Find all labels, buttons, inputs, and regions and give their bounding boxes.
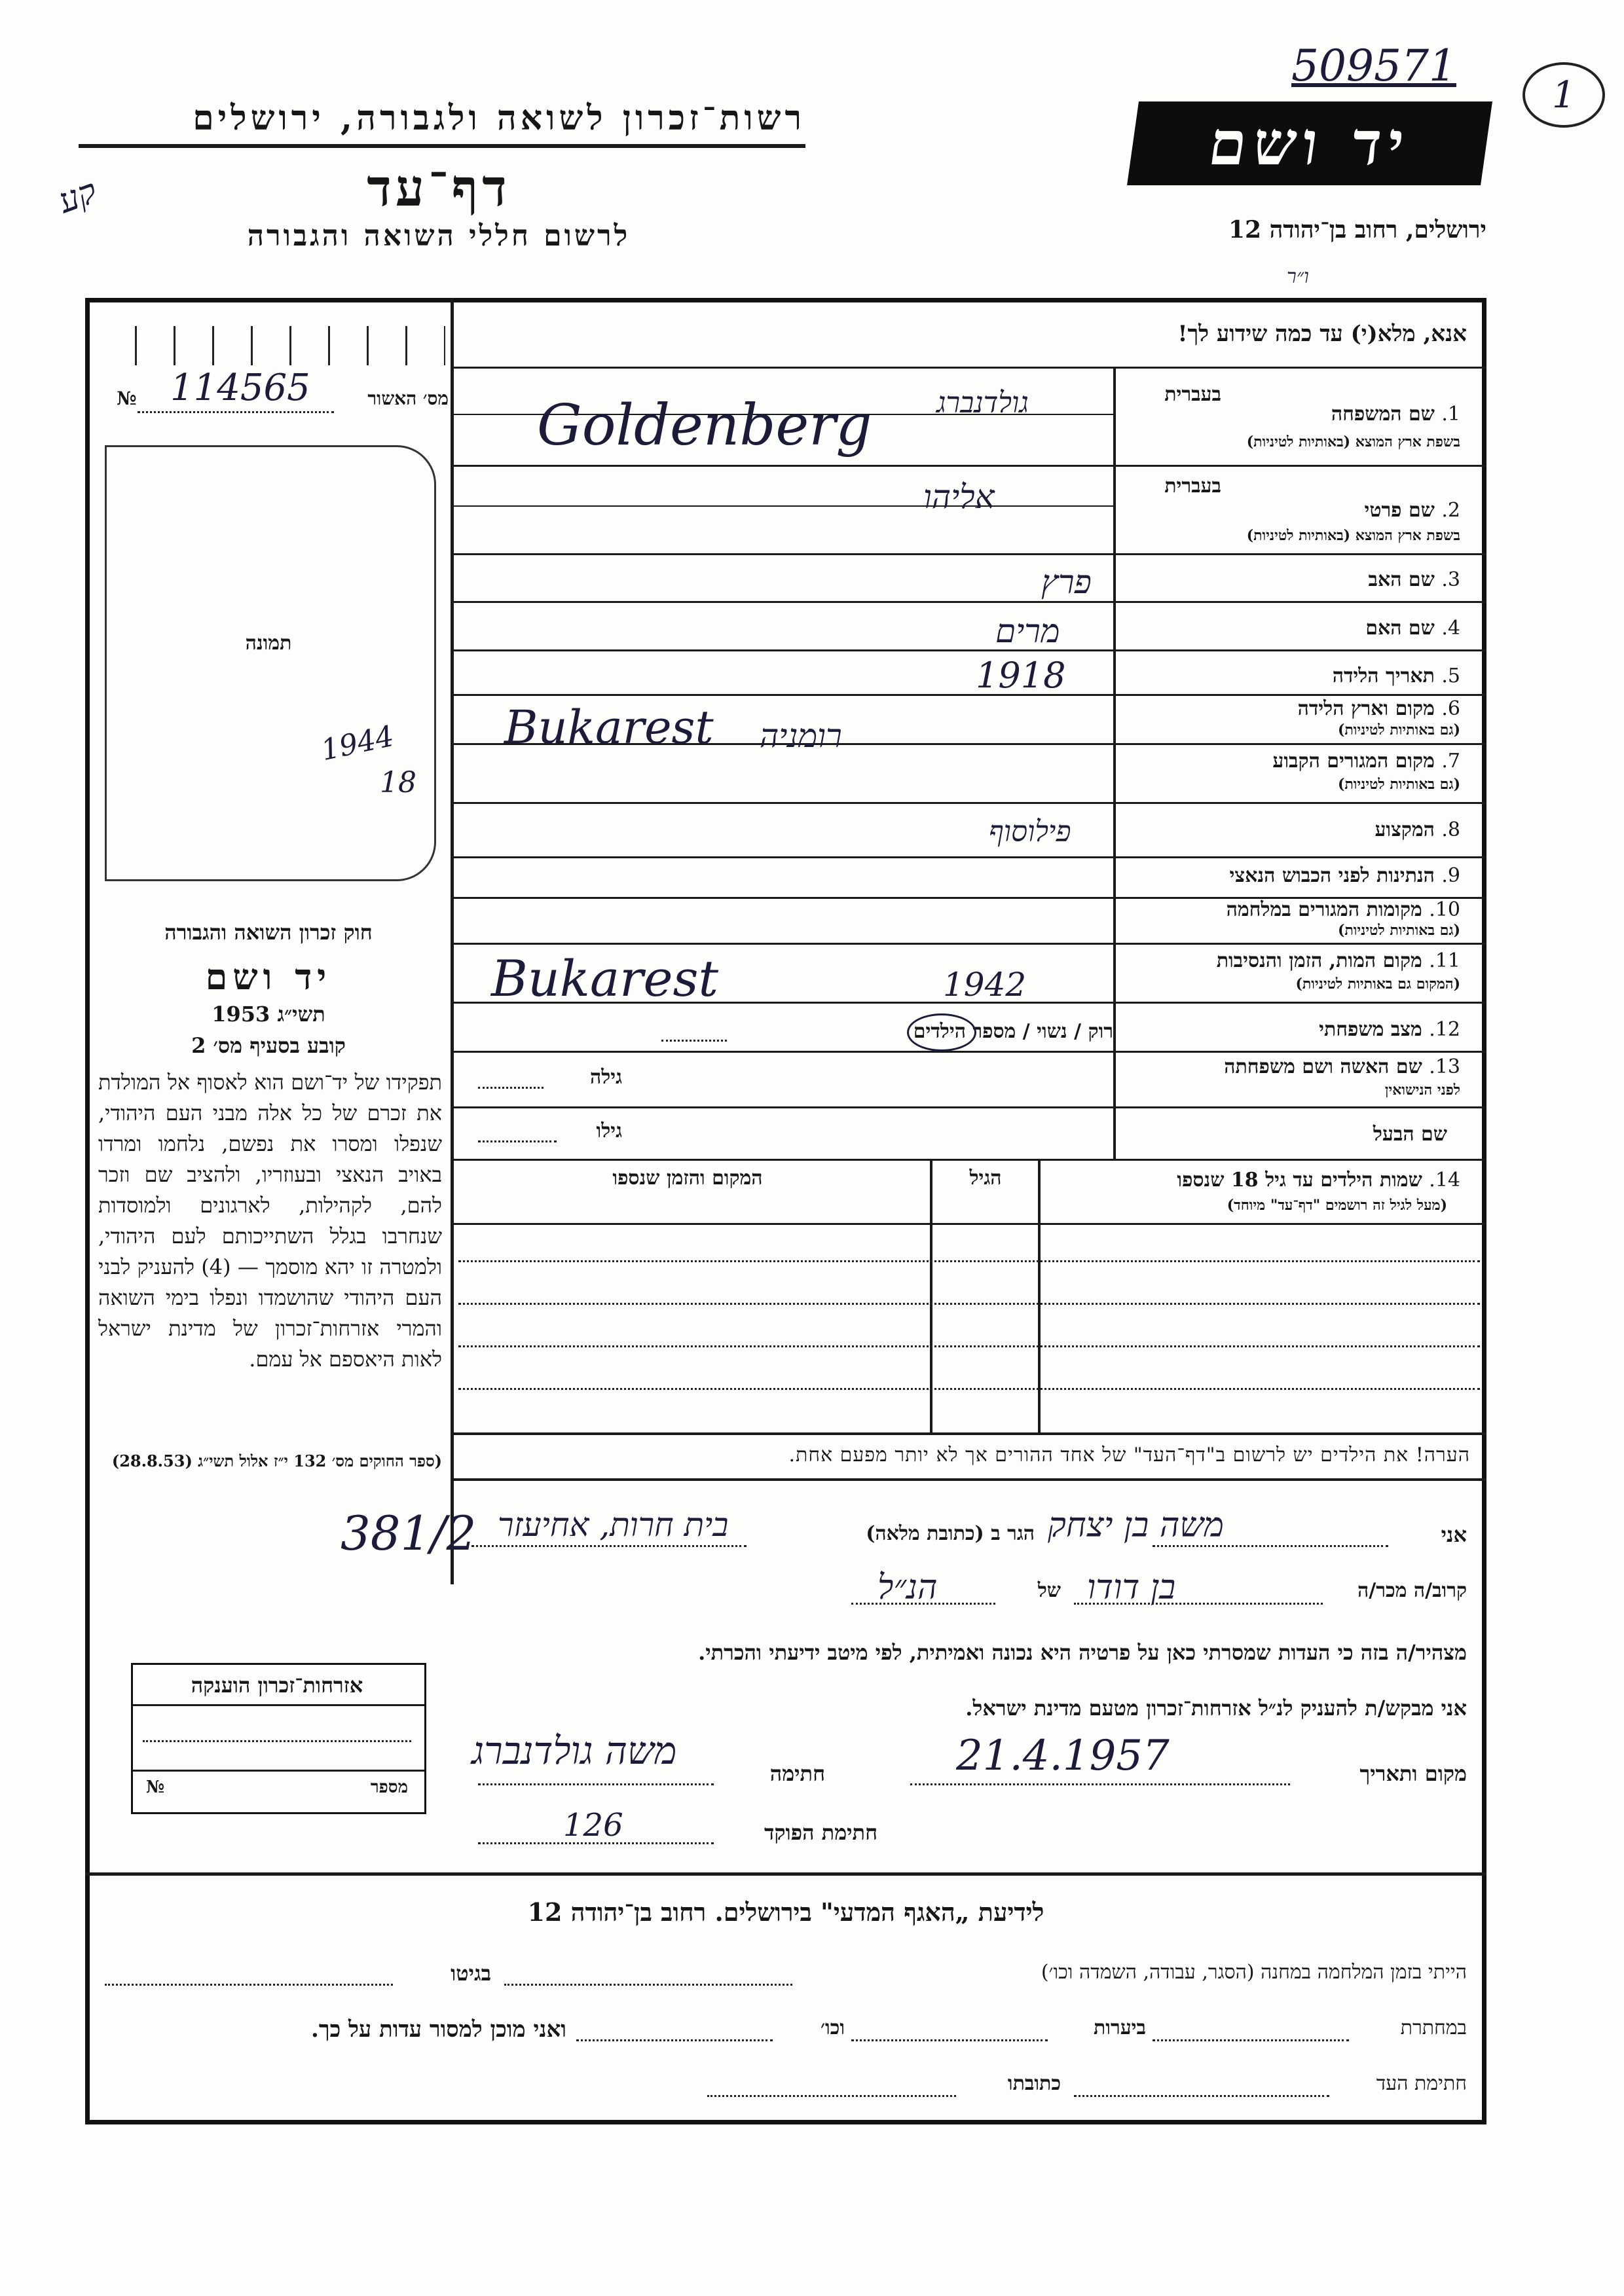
value-surname-latin: Goldenberg bbox=[537, 393, 872, 458]
children-row-3 bbox=[458, 1345, 1480, 1347]
age-wife-line bbox=[478, 1087, 544, 1089]
children-row-2 bbox=[458, 1303, 1480, 1305]
field-death-num: 11. bbox=[1429, 949, 1460, 972]
approval-tick-row bbox=[98, 326, 445, 365]
bottom-forests: ביערות bbox=[1093, 2016, 1146, 2039]
law-year: תשי״ג 1953 bbox=[212, 1002, 325, 1027]
field-wife-num: 13. bbox=[1429, 1055, 1460, 1078]
row-rule-8 bbox=[452, 856, 1486, 858]
approval-line bbox=[138, 411, 334, 413]
field-marital-num: 12. bbox=[1429, 1018, 1460, 1041]
value-signature: משה גולדנברג bbox=[471, 1728, 677, 1773]
row-rule-13 bbox=[452, 1106, 1486, 1108]
citizenship-title-rule bbox=[133, 1704, 424, 1706]
bottom-address: כתובתו bbox=[1007, 2072, 1061, 2095]
circled-number bbox=[1522, 62, 1605, 128]
decl-name-line bbox=[1153, 1545, 1388, 1547]
decl-statement: מצהיר/ה בזה כי העדות שמסרתי כאן על פרטיה היא נכונה ואמיתית, לפי מיטב ידיעתי והכרתי. bbox=[698, 1640, 1467, 1665]
value-relation: בן דודו bbox=[1087, 1568, 1176, 1607]
children-col-2 bbox=[930, 1159, 932, 1434]
bottom-underground-line bbox=[1153, 2039, 1349, 2041]
value-mother: מרים bbox=[995, 612, 1060, 650]
children-col-place: המקום והזמן שנספו bbox=[612, 1167, 763, 1190]
field-surname-num: 1. bbox=[1441, 403, 1460, 426]
side-day: 18 bbox=[380, 766, 416, 799]
form-subtitle: לרשום חללי השואה והגבורה bbox=[247, 219, 631, 253]
field-firstname-num: 2. bbox=[1441, 499, 1460, 522]
children-col-age: הגיל bbox=[969, 1167, 1002, 1190]
corner-mark: קע bbox=[53, 172, 102, 221]
children-row-4 bbox=[458, 1388, 1480, 1390]
citizenship-number-symbol: № bbox=[146, 1777, 165, 1797]
intro-rule bbox=[452, 367, 1486, 369]
field-war-residence-num: 10. bbox=[1429, 898, 1460, 921]
side-date: 1944 bbox=[318, 719, 397, 768]
marital-mark bbox=[907, 1013, 976, 1051]
decl-i: אני bbox=[1441, 1522, 1467, 1547]
field-surname bbox=[1120, 403, 1460, 426]
citizenship-box bbox=[131, 1663, 426, 1814]
value-death-year: 1942 bbox=[943, 966, 1027, 1004]
photo-label: תמונה bbox=[245, 632, 292, 655]
field-profession-num: 8. bbox=[1441, 818, 1460, 841]
field-children bbox=[1041, 1169, 1460, 1192]
authority-name: רשות־זכרון לשואה ולגבורה, ירושלים bbox=[193, 98, 805, 138]
hebrew-tag-1: בעברית bbox=[1164, 383, 1221, 406]
value-birthplace-latin: Bukarest bbox=[504, 701, 714, 754]
field-husband: שם הבעל bbox=[1373, 1123, 1447, 1146]
law-section: קובע בסעיף מס׳ 2 bbox=[191, 1033, 346, 1058]
field-father-num: 3. bbox=[1441, 568, 1460, 591]
header-rule bbox=[79, 144, 805, 148]
field-mother bbox=[1120, 617, 1460, 640]
citizenship-title: אזרחות־זכרון הוענקה bbox=[191, 1673, 363, 1698]
value-declarant-address: בית חרות, אחיעזר bbox=[498, 1506, 729, 1544]
row-rule-2 bbox=[452, 553, 1486, 555]
bottom-witness-line bbox=[1074, 2095, 1329, 2097]
field-firstname bbox=[1120, 499, 1460, 522]
label-column-divider bbox=[1113, 367, 1116, 1159]
value-officer: 126 bbox=[563, 1807, 623, 1844]
header-address: ירושלים, רחוב בן־יהודה 12 bbox=[1228, 216, 1486, 244]
decl-signature-label: חתימה bbox=[769, 1761, 825, 1786]
decl-address-line bbox=[471, 1545, 747, 1547]
value-birthdate: 1918 bbox=[976, 655, 1066, 696]
citizenship-number-label: מספר bbox=[370, 1777, 408, 1797]
field-profession-label: המקצוע bbox=[1375, 818, 1435, 841]
row-rule-7 bbox=[452, 802, 1486, 804]
bottom-ready: ואני מוכן למסור עדות על כך. bbox=[311, 2016, 566, 2043]
archive-number: 509571 bbox=[1291, 41, 1456, 91]
decl-officer-label: חתימת הפוקד bbox=[764, 1820, 877, 1845]
decl-relative-label: קרוב/ה מכר/ה bbox=[1357, 1579, 1467, 1602]
field-birthdate-label: תאריך הלידה bbox=[1332, 665, 1435, 687]
field-birthplace-num: 6. bbox=[1441, 697, 1460, 720]
bottom-heading: לידיעת „האגף המדעי" בירושלים. רחוב בן־יהודה 12 bbox=[527, 1897, 1044, 1927]
field-death-note: (המקום גם באותיות לטיניות) bbox=[1295, 975, 1460, 993]
field-residence bbox=[1120, 750, 1460, 773]
field-birthplace-note: (גם באותיות לטיניות) bbox=[1337, 721, 1460, 738]
ref-number: 381/2 bbox=[341, 1506, 477, 1561]
row-rule-10 bbox=[452, 943, 1486, 945]
law-heading: חוק זכרון השואה והגבורה bbox=[164, 920, 373, 945]
bottom-witness-signature: חתימת העד bbox=[1376, 2072, 1467, 2095]
logo bbox=[1127, 101, 1492, 185]
field-firstname-note: בשפת ארץ המוצא (באותיות לטיניות) bbox=[1246, 527, 1460, 544]
field-war-residence-note: (גם באותיות לטיניות) bbox=[1337, 922, 1460, 939]
decl-place-date-label: מקום ותאריך bbox=[1359, 1761, 1467, 1786]
law-name: יד ושם bbox=[205, 956, 332, 998]
bottom-camp-line bbox=[504, 1984, 792, 1986]
field-birthdate bbox=[1120, 665, 1460, 687]
field-father bbox=[1120, 568, 1460, 591]
field-surname-label: שם המשפחה bbox=[1331, 403, 1435, 426]
field-marital-label: מצב משפחתי bbox=[1319, 1018, 1422, 1041]
decl-signature-line bbox=[478, 1783, 714, 1785]
children-count-line bbox=[661, 1040, 727, 1042]
decl-date-line bbox=[910, 1783, 1290, 1785]
row-rule-2b bbox=[452, 505, 1113, 507]
bottom-ghetto: בגיטו bbox=[451, 1961, 491, 1986]
hebrew-tag-2: בעברית bbox=[1164, 475, 1221, 498]
field-birthplace-label: מקום וארץ הלידה bbox=[1297, 697, 1435, 720]
value-father: פרץ bbox=[1041, 563, 1092, 601]
field-residence-note: (גם באותיות לטיניות) bbox=[1337, 776, 1460, 793]
value-surname-hebrew: גולדנברג bbox=[936, 386, 1029, 420]
value-profession: פילוסוף bbox=[989, 815, 1071, 848]
row-rule-3 bbox=[452, 601, 1486, 603]
children-bottom-rule bbox=[452, 1432, 1486, 1435]
field-nationality bbox=[1120, 864, 1460, 887]
form-note: הערה! את הילדים יש לרשום ב"דף־העד" של אחד ההורים אך לא יותר מפעם אחת. bbox=[788, 1444, 1470, 1467]
bottom-underground: במחתרת bbox=[1400, 2016, 1467, 2039]
row-rule-14 bbox=[452, 1159, 1486, 1161]
note-rule bbox=[452, 1478, 1486, 1481]
bottom-line1: הייתי בזמן המלחמה במחנה (הסגר, עבודה, השמדה וכו׳) bbox=[1041, 1961, 1467, 1984]
field-children-note: (מעל לגיל זה רושמים "דף־עד" מיוחד) bbox=[1227, 1197, 1447, 1214]
value-death-place-latin: Bukarest bbox=[491, 949, 719, 1008]
value-firstname-hebrew: אליהו bbox=[923, 478, 995, 516]
field-father-label: שם האב bbox=[1368, 568, 1435, 591]
value-birthplace-hebrew: רומניה bbox=[760, 717, 842, 755]
field-children-num: 14. bbox=[1429, 1169, 1460, 1192]
children-col-1 bbox=[1038, 1159, 1041, 1434]
law-citation: (ספר החוקים מס׳ 132 י״ז אלול תשי״ג (28.8.53) bbox=[111, 1451, 442, 1470]
form-intro: אנא, מלא(י) עד כמה שידוע לך! bbox=[1177, 321, 1467, 347]
children-row-1 bbox=[458, 1260, 1480, 1262]
value-date: 21.4.1957 bbox=[956, 1732, 1170, 1780]
field-children-label: שמות הילדים עד גיל 18 שנספו bbox=[1177, 1169, 1422, 1192]
age-husband-label: גילו bbox=[596, 1120, 622, 1142]
field-wife bbox=[1120, 1055, 1460, 1078]
field-mother-num: 4. bbox=[1441, 617, 1460, 640]
field-wife-label: שם האשה ושם משפחתה bbox=[1224, 1055, 1422, 1078]
field-war-residence bbox=[1120, 898, 1460, 921]
field-residence-num: 7. bbox=[1441, 750, 1460, 773]
bottom-separator bbox=[85, 1872, 1486, 1876]
value-declarant: משה בן יצחק bbox=[1048, 1506, 1224, 1545]
field-death-label: מקום המות, הזמן והנסיבות bbox=[1216, 949, 1422, 972]
bottom-ghetto-line bbox=[105, 1984, 393, 1986]
citizenship-line-1 bbox=[143, 1740, 411, 1742]
bottom-etc-line bbox=[576, 2039, 773, 2041]
photo-area bbox=[105, 445, 436, 881]
row-rule-1 bbox=[452, 465, 1486, 467]
field-war-residence-label: מקומות המגורים במלחמה bbox=[1226, 898, 1422, 921]
field-nationality-label: הנתינות לפני הכבוש הנאצי bbox=[1229, 864, 1435, 887]
row-rule-4 bbox=[452, 649, 1486, 651]
logo-text: יד ושם bbox=[1204, 108, 1415, 179]
field-residence-label: מקום המגורים הקבוע bbox=[1272, 750, 1435, 773]
field-death bbox=[1120, 949, 1460, 972]
citizenship-bottom-rule bbox=[133, 1770, 424, 1772]
approval-number: 114565 bbox=[170, 367, 310, 409]
bottom-etc: וכו׳ bbox=[821, 2016, 845, 2039]
decl-address-label: הגר ב (כתובת מלאה) bbox=[866, 1522, 1035, 1545]
field-mother-label: שם האם bbox=[1365, 617, 1435, 640]
age-husband-line bbox=[478, 1140, 557, 1142]
field-profession bbox=[1120, 818, 1460, 841]
field-birthdate-num: 5. bbox=[1441, 665, 1460, 687]
field-wife-note: לפני הנישואין bbox=[1384, 1082, 1460, 1099]
approval-no-symbol: № bbox=[117, 388, 137, 409]
row-rule-12 bbox=[452, 1051, 1486, 1053]
age-wife-label: גילה bbox=[589, 1066, 622, 1089]
marital-options: רוק / נשוי / מספר הילדים bbox=[913, 1020, 1113, 1043]
law-body: תפקידו של יד־ושם הוא לאסוף אל המולדת את זכרם של כל אלה מבני העם היהודי, שנפלו ומסרו את נפשם, נלחמו ומרדו באויב הנאצי ובעוזריו, ולהציב שם וזכר להם, לקהילות, לארגונים ולמוסדות שנחרבו בגלל השתייכותם לעם היהודי, ולמטרה זו יהא מוסמך — (4) להעניק לבני העם היהודי שהושמדו ונפלו בימי השואה והמרי אזרחות־זכרון של מדינת ישראל לאות היאספם אל עמם. bbox=[98, 1070, 443, 1372]
value-relation-of: הנ״ל bbox=[877, 1568, 938, 1607]
field-nationality-num: 9. bbox=[1441, 864, 1460, 887]
bottom-forests-line bbox=[851, 2039, 1048, 2041]
decl-of-label: של bbox=[1037, 1579, 1061, 1602]
approval-label: מס׳ האשור bbox=[367, 388, 449, 409]
bottom-address-line bbox=[707, 2095, 956, 2097]
field-marital bbox=[1120, 1018, 1460, 1041]
field-surname-note: בשפת ארץ המוצא (באותיות לטיניות) bbox=[1246, 433, 1460, 450]
row-rule-5 bbox=[452, 694, 1486, 696]
circled-number-text: 1 bbox=[1552, 73, 1576, 117]
tick-mark: ו״ר bbox=[1287, 265, 1309, 288]
form-title: דף־עד bbox=[367, 158, 511, 218]
field-firstname-label: שם פרטי bbox=[1364, 499, 1435, 522]
decl-request: אני מבקש/ת להעניק לנ״ל אזרחות־זכרון מטעם מדינת ישראל. bbox=[965, 1696, 1467, 1721]
left-column-divider bbox=[451, 298, 454, 1584]
field-birthplace bbox=[1120, 697, 1460, 720]
children-header-rule bbox=[452, 1223, 1486, 1225]
